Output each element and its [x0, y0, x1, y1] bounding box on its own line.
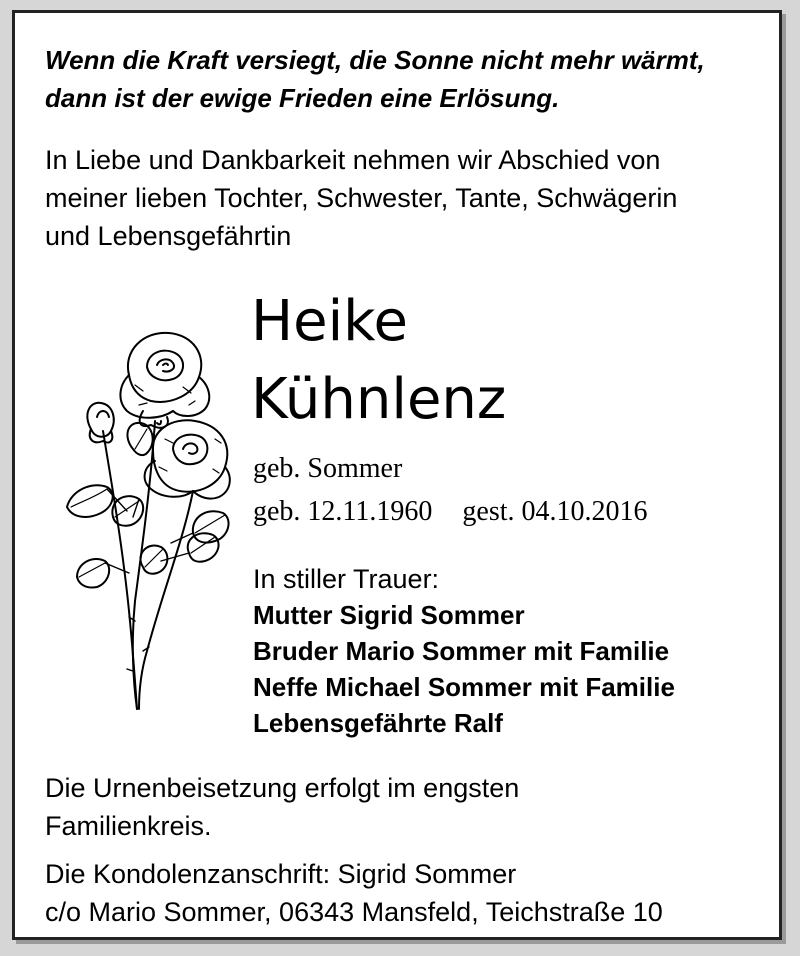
burial-line-2: Familienkreis. — [45, 811, 212, 841]
condolence-line-1: Die Kondolenzanschrift: Sigrid Sommer — [45, 859, 517, 889]
mourner-name: Neffe Michael Sommer mit Familie — [253, 672, 675, 702]
mourner-name: Bruder Mario Sommer mit Familie — [253, 636, 670, 666]
burial-notice — [45, 769, 785, 845]
deceased-first-name: Heike — [251, 289, 409, 354]
condolence-address — [45, 855, 785, 931]
intro-line-2: meiner lieben Tochter, Schwester, Tante, Schwägerin — [45, 183, 678, 213]
farewell-intro — [45, 141, 785, 255]
death-date: gest. 04.10.2016 — [462, 496, 648, 527]
condolence-line-2: c/o Mario Sommer, 06343 Mansfeld, Teichstraße 10 — [45, 897, 663, 927]
birth-date: geb. 12.11.1960 — [253, 496, 433, 527]
maiden-name: geb. Sommer — [253, 453, 403, 484]
obituary-card — [12, 10, 782, 940]
mourning-lead: In stiller Trauer: — [253, 564, 440, 594]
life-dates — [253, 494, 648, 530]
intro-line-3: und Lebensgefährtin — [45, 221, 292, 251]
burial-line-1: Die Urnenbeisetzung erfolgt im engsten — [45, 773, 520, 803]
intro-line-1: In Liebe und Dankbarkeit nehmen wir Abschied von — [45, 145, 661, 175]
deceased-name — [251, 283, 506, 439]
mourner-name: Mutter Sigrid Sommer — [253, 600, 525, 630]
mourner-name: Lebensgefährte Ralf — [253, 708, 503, 738]
rose-drawing-icon — [43, 321, 243, 711]
deceased-last-name: Kühnlenz — [251, 367, 507, 432]
motto-verse — [45, 41, 775, 117]
motto-line-2: dann ist der ewige Frieden eine Erlösung. — [45, 83, 560, 113]
motto-line-1: Wenn die Kraft versiegt, die Sonne nicht mehr wärmt, — [45, 45, 705, 75]
mourners-list — [253, 597, 675, 741]
